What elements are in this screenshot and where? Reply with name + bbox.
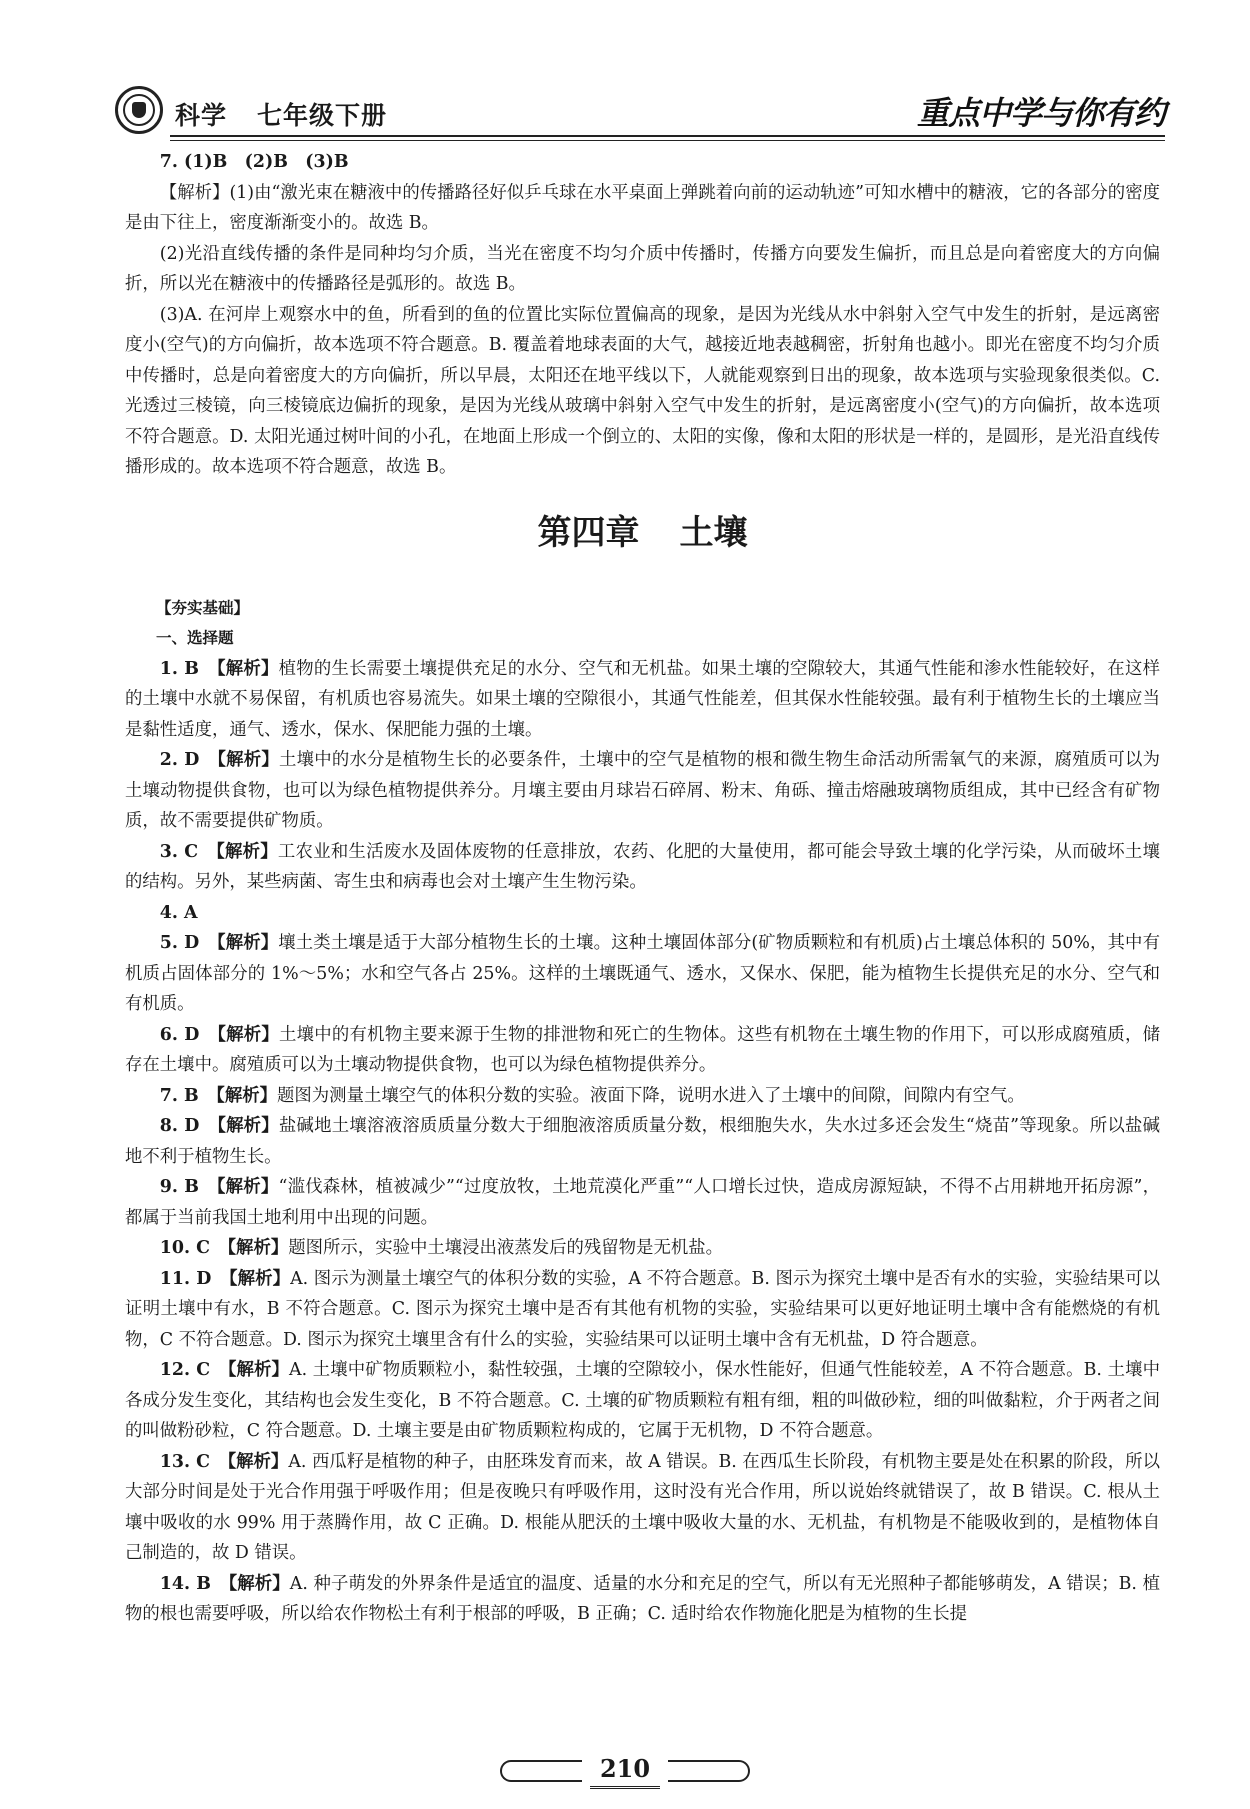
footer-ornament-left-icon <box>500 1760 582 1782</box>
analysis-text: A. 种子萌发的外界条件是适宜的温度、适量的水分和充足的空气，所以有无光照种子都能够萌发，A 错误；B. 植物的根也需要呼吸，所以给农作物松土有利于根部的呼吸，B 正确；C. 适时给农作物施化肥是为植物的生长提 <box>125 1573 1160 1624</box>
answer-item <box>125 1172 1160 1233</box>
school-logo-icon <box>115 86 163 134</box>
analysis-tag: 【解析】 <box>216 658 279 679</box>
answer-number: 9. B <box>159 1177 199 1197</box>
analysis-text: 题图为测量土壤空气的体积分数的实验。液面下降，说明水进入了土壤中的间隙，间隙内有空气。 <box>277 1085 1025 1106</box>
answer-number: 13. C <box>159 1451 210 1472</box>
answer-number: 2. D <box>159 750 200 770</box>
analysis-text: “滥伐森林，植被减少”“过度放牧，土地荒漠化严重”“人口增长过快，造成房源短缺，不得不占用耕地开拓房源”，都属于当前我国土地利用中出现的问题。 <box>125 1177 1160 1228</box>
answer-number: 6. D <box>159 1024 200 1045</box>
answer-list <box>125 654 1160 1630</box>
answer-item <box>125 745 1160 837</box>
analysis-tag: 【解析】 <box>227 1451 289 1472</box>
analysis-text: 壤土类土壤是适于大部分植物生长的土壤。这种土壤固体部分(矿物质颗粒和有机质)占土壤总体积的 50%，其中有机质占固体部分的 1%～5%；水和空气各占 25%。这样的土壤既通气、透水，又保水、保肥，能为植物生长提供充足的水分、空气和有机质。 <box>125 933 1160 1014</box>
prev-q7-answer: 7. (1)B (2)B (3)B <box>159 152 349 172</box>
answer-item <box>125 1569 1160 1630</box>
page-footer <box>500 1752 750 1792</box>
sub-heading: 一、选择题 <box>156 628 234 647</box>
chapter-name: 土壤 <box>679 512 748 553</box>
analysis-text: 植物的生长需要土壤提供充足的水分、空气和无机盐。如果土壤的空隙较大，其通气性能和渗水性能较好，在这样的土壤中水就不易保留，有机质也容易流失。如果土壤的空隙很小，其通气性能差，但其保水性能较强。最有利于植物生长的土壤应当是黏性适度，通气、透水，保水、保肥能力强的土壤。 <box>125 658 1160 740</box>
page-number: 210 <box>590 1752 660 1789</box>
answer-item <box>125 1081 1160 1112</box>
analysis-tag: 【解析】 <box>228 1573 290 1594</box>
answer-item <box>125 1020 1160 1081</box>
header-divider-thin <box>170 140 1165 141</box>
analysis-tag: 【解析】 <box>217 750 279 770</box>
prev-q7-analysis-1: 【解析】(1)由“激光束在糖液中的传播路径好似乒乓球在水平桌面上弹跳着向前的运动轨迹”可知水槽中的糖液，它的各部分的密度是由下往上，密度渐渐变小的。故选 B。 <box>125 182 1160 233</box>
analysis-text: 题图所示，实验中土壤浸出液蒸发后的残留物是无机盐。 <box>288 1238 724 1258</box>
analysis-tag: 【解析】 <box>217 1116 279 1136</box>
header-divider <box>170 135 1165 137</box>
prev-q7-analysis-2: (2)光沿直线传播的条件是同种均匀介质，当光在密度不均匀介质中传播时，传播方向要发生偏折，而且总是向着密度大的方向偏折，所以光在糖液中的传播路径是弧形的。故选 B。 <box>125 243 1160 294</box>
answer-number: 1. B <box>159 658 199 679</box>
analysis-text: 盐碱地土壤溶液溶质质量分数大于细胞液溶质质量分数，根细胞失水，失水过多还会发生“烧苗”等现象。所以盐碱地不利于植物生长。 <box>125 1116 1160 1167</box>
prev-q7-analysis-3: (3)A. 在河岸上观察水中的鱼，所看到的鱼的位置比实际位置偏高的现象，是因为光线从水中斜射入空气中发生的折射，是远离密度小(空气)的方向偏折，故本选项不符合题意。B. 覆盖着地球表面的大气，越接近地表越稠密，折射角也越小。即光在密度不均匀介质中传播时，总是向着密度大的方向偏折，所以早晨，太阳还在地平线以下，人就能观察到日出的现象，故本选项与实验现象很类似。C. 光透过三棱镜，向三棱镜底边偏折的现象，是因为光线从玻璃中斜射入空气中发生的折射，是远离密度小(空气)的方向偏折，故本选项不符合题意。D. 太阳光通过树叶间的小孔，在地面上形成一个倒立的、太阳的实像，像和太阳的形状是一样的，是圆形，是光沿直线传播形成的。故本选项不符合题意，故选 B。 <box>125 304 1160 477</box>
analysis-tag: 【解析】 <box>216 1085 277 1106</box>
header-brand: 重点中学与你有约 <box>916 94 1165 132</box>
answer-item <box>125 1447 1160 1569</box>
answer-number: 4. A <box>159 902 198 923</box>
analysis-tag: 【解析】 <box>227 1360 290 1380</box>
analysis-tag: 【解析】 <box>227 1238 289 1258</box>
chapter-title <box>125 513 1160 553</box>
analysis-tag: 【解析】 <box>216 841 278 862</box>
answer-number: 10. C <box>159 1238 210 1258</box>
analysis-text: 土壤中的有机物主要来源于生物的排泄物和死亡的生物体。这些有机物在土壤生物的作用下，可以形成腐殖质，储存在土壤中。腐殖质可以为土壤动物提供食物，也可以为绿色植物提供养分。 <box>125 1024 1160 1075</box>
answer-item <box>125 898 1160 929</box>
analysis-text: A. 西瓜籽是植物的种子，由胚珠发育而来，故 A 错误。B. 在西瓜生长阶段，有机物主要是处在积累的阶段，所以大部分时间是处于光合作用强于呼吸作用；但是夜晚只有呼吸作用，这时没有光合作用，所以说始终就错误了，故 B 错误。C. 根从土壤中吸收的水 99% 用于蒸腾作用，故 C 正确。D. 根能从肥沃的土壤中吸收大量的水、无机盐，有机物是不能吸收到的，是植物体自己制造的，故 D 错误。 <box>125 1451 1160 1563</box>
analysis-tag: 【解析】 <box>228 1268 291 1289</box>
answer-item <box>125 654 1160 746</box>
answer-item <box>125 837 1160 898</box>
analysis-text: 工农业和生活废水及固体废物的任意排放，农药、化肥的大量使用，都可能会导致土壤的化学污染，从而破坏土壤的结构。另外，某些病菌、寄生虫和病毒也会对土壤产生生物污染。 <box>125 841 1160 892</box>
answer-number: 14. B <box>159 1573 211 1594</box>
analysis-tag: 【解析】 <box>216 1177 279 1197</box>
page-content <box>125 147 1160 1630</box>
answer-number: 12. C <box>159 1360 211 1380</box>
analysis-text: 土壤中的水分是植物生长的必要条件，土壤中的空气是植物的根和微生物生命活动所需氧气的来源，腐殖质可以为土壤动物提供食物，也可以为绿色植物提供养分。月壤主要由月球岩石碎屑、粉末、角砾、撞击熔融玻璃物质组成，其中已经含有矿物质，故不需要提供矿物质。 <box>125 750 1160 831</box>
footer-ornament-right-icon <box>668 1760 750 1782</box>
header-subject: 科学 <box>175 101 228 130</box>
section-heading: 【夯实基础】 <box>156 597 250 617</box>
analysis-text: A. 图示为测量土壤空气的体积分数的实验，A 不符合题意。B. 图示为探究土壤中是否有水的实验，实验结果可以证明土壤中有水，B 不符合题意。C. 图示为探究土壤中是否有其他有机物的实验，实验结果可以更好地证明土壤中含有能燃烧的有机物，C 不符合题意。D. 图示为探究土壤里含有什么的实验，实验结果可以证明土壤中含有无机盐，D 符合题意。 <box>125 1268 1160 1350</box>
answer-item <box>125 928 1160 1020</box>
chapter-number: 第四章 <box>537 512 640 553</box>
analysis-text: A. 土壤中矿物质颗粒小，黏性较强，土壤的空隙较小，保水性能好，但通气性能较差，A 不符合题意。B. 土壤中各成分发生变化，其结构也会发生变化，B 不符合题意。C. 土壤的矿物质颗粒有粗有细，粗的叫做砂粒，细的叫做黏粒，介于两者之间的叫做粉砂粒，C 符合题意。D. 土壤主要是由矿物质颗粒构成的，它属于无机物，D 不符合题意。 <box>125 1360 1160 1441</box>
header-grade: 七年级下册 <box>257 101 388 130</box>
answer-number: 11. D <box>159 1268 212 1289</box>
answer-item <box>125 1233 1160 1264</box>
answer-number: 5. D <box>159 933 200 953</box>
answer-item <box>125 1264 1160 1356</box>
answer-number: 8. D <box>159 1116 200 1136</box>
answer-item <box>125 1111 1160 1172</box>
answer-number: 7. B <box>159 1085 199 1106</box>
answer-number: 3. C <box>159 841 199 862</box>
analysis-tag: 【解析】 <box>217 1024 279 1045</box>
answer-item <box>125 1355 1160 1447</box>
analysis-tag: 【解析】 <box>216 933 279 953</box>
page-header <box>115 86 1165 138</box>
